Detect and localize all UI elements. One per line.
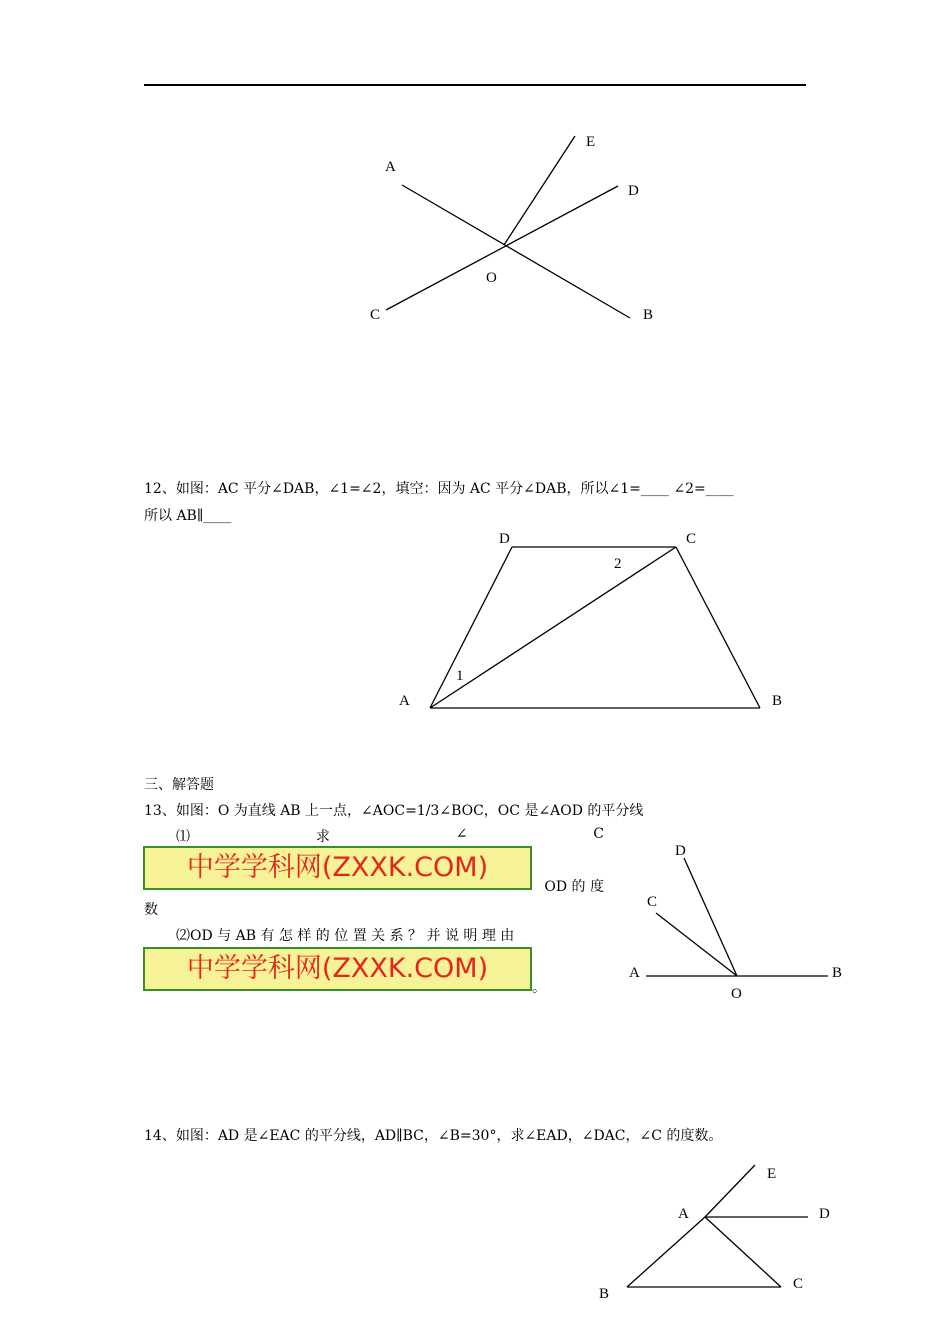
figure-angle-lines: [370, 134, 653, 323]
label-B: B: [772, 693, 783, 709]
segment-AD: [430, 547, 512, 708]
segment-AC: [705, 1217, 781, 1287]
label-A: A: [629, 965, 640, 981]
q13-part2: ⑵OD 与 AB 有 怎 样 的 位 置 关 系 ？ 并 说 明 理 由: [176, 928, 515, 944]
label-A: A: [678, 1206, 689, 1222]
label-O: O: [486, 270, 497, 286]
label-C: C: [647, 894, 658, 910]
q14-stem: 14、如图：AD 是∠EAC 的平分线，AD∥BC，∠B=30°，求∠EAD，∠DAC，∠C 的度数。: [144, 1128, 723, 1144]
label-B: B: [643, 307, 654, 323]
label-C: C: [686, 531, 697, 547]
q13-part1-angle: ∠: [455, 826, 468, 842]
q12-line1: 12、如图：AC 平分∠DAB，∠1=∠2，填空：因为 AC 平分∠DAB，所以∠1=____ ∠2=____: [144, 481, 734, 497]
label-C: C: [793, 1276, 804, 1292]
figure-line-rays: [629, 843, 842, 1002]
segment-CB: [676, 547, 760, 708]
label-angle-2: 2: [614, 556, 622, 572]
q13-part2-end: 。: [532, 980, 546, 996]
label-D: D: [499, 531, 510, 547]
section-title: 三、解答题: [144, 777, 214, 793]
q13-part1-head: [176, 826, 604, 846]
q13-stem: 13、如图：O 为直线 AB 上一点，∠AOC=1/3∠BOC，OC 是∠AOD 的平分线: [144, 803, 644, 819]
figure-trapezoid: [399, 531, 782, 709]
q12-line2: 所以 AB∥____: [144, 508, 232, 524]
label-A: A: [399, 693, 410, 709]
line-AB: [402, 185, 630, 318]
label-D: D: [628, 183, 639, 199]
label-D: D: [819, 1206, 830, 1222]
q13-part1-marker: ⑴: [176, 829, 190, 845]
q13-part1-end: 数: [144, 902, 158, 918]
q13-part1-letter: C: [593, 826, 604, 842]
label-C: C: [370, 307, 381, 323]
label-D: D: [675, 843, 686, 859]
label-E: E: [767, 1166, 777, 1182]
label-E: E: [586, 134, 596, 150]
figure-triangle-bisector: [599, 1165, 830, 1302]
segment-AC: [430, 547, 676, 708]
ray-OD: [684, 858, 737, 976]
ray-OC: [656, 913, 737, 976]
ray-AE: [705, 1165, 755, 1217]
watermark-banner-1: 中学学科网(ZXXK.COM): [143, 846, 532, 890]
label-O: O: [731, 986, 742, 1002]
q13-part1-tail: OD 的 度: [544, 879, 604, 895]
label-B: B: [599, 1286, 610, 1302]
label-B: B: [832, 965, 843, 981]
label-angle-1: 1: [456, 668, 464, 684]
label-A: A: [385, 159, 396, 175]
segment-AB: [627, 1217, 705, 1287]
watermark-banner-2: 中学学科网(ZXXK.COM): [143, 947, 532, 991]
q13-part1-word: 求: [315, 829, 330, 845]
